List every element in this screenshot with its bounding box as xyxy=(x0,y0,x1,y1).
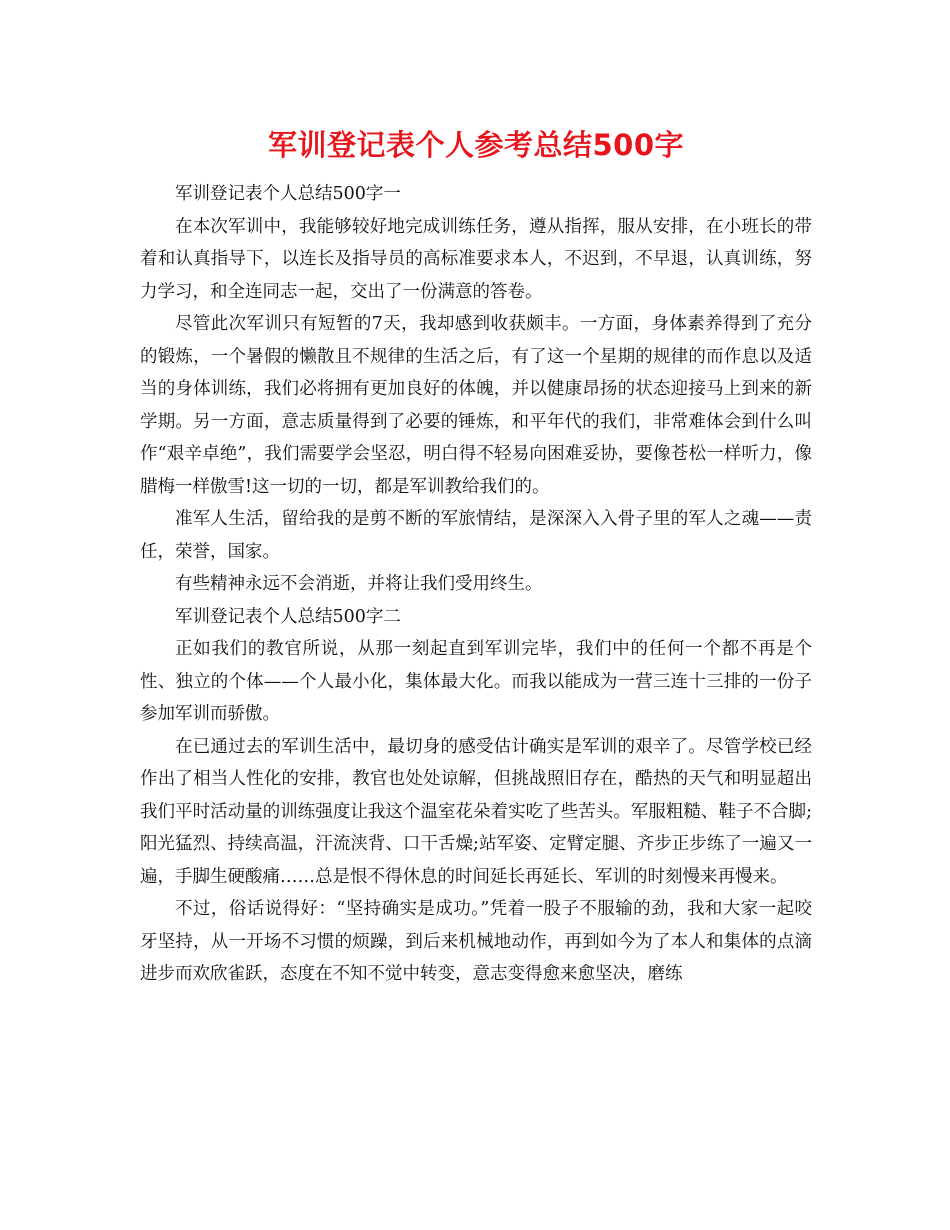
paragraph: 在本次军训中，我能够较好地完成训练任务，遵从指挥，服从安排，在小班长的带着和认真指导下，以连长及指导员的高标准要求本人，不迟到，不早退，认真训练，努力学习，和全连同志一起，交出了一份满意的答卷。 xyxy=(140,216,812,302)
paragraph: 正如我们的教官所说，从那一刻起直到军训完毕，我们中的任何一个都不再是个性、独立的个体——个人最小化，集体最大化。而我以能成为一营三连十三排的一份子参加军训而骄傲。 xyxy=(140,639,812,724)
paragraph: 不过，俗话说得好：“坚持确实是成功。”凭着一股子不服输的劲，我和大家一起咬牙坚持，从一开场不习惯的烦躁，到后来机械地动作，再到如今为了本人和集体的点滴进步而欢欣雀跃，态度在不知不觉中转变，意志变得愈来愈坚决，磨练 xyxy=(140,899,812,984)
paragraph: 准军人生活，留给我的是剪不断的军旅情结，是深深入入骨子里的军人之魂——责任，荣誉，国家。 xyxy=(140,509,812,562)
document-body xyxy=(140,118,812,991)
paragraph: 有些精神永远不会消逝，并将让我们受用终生。 xyxy=(175,574,543,594)
section-heading-2: 军训登记表个人总结500字二 xyxy=(175,606,401,627)
paragraph: 尽管此次军训只有短暂的7天，我却感到收获颇丰。一方面，身体素养得到了充分的锻炼，一个暑假的懒散且不规律的生活之后，有了这一个星期的规律的而作息以及适当的身体训练，我们必将拥有更加良好的体魄，并以健康昂扬的状态迎接马上到来的新学期。另一方面，意志质量得到了必要的锤炼，和平年代的我们，非常难体会到什么叫作“艰辛卓绝”，我们需要学会坚忍，明白得不轻易向困难妥协，要像苍松一样听力，像腊梅一样傲雪!这一切的一切，都是军训教给我们的。 xyxy=(140,314,812,497)
document-title: 军训登记表个人参考总结500字 xyxy=(267,128,685,162)
section-heading-1: 军训登记表个人总结500字一 xyxy=(175,184,401,204)
paragraph: 在已通过去的军训生活中，最切身的感受估计确实是军训的艰辛了。尽管学校已经作出了相当人性化的安排，教官也处处谅解，但挑战照旧存在，酷热的天气和明显超出我们平时活动量的训练强度让我这个温室花朵着实吃了些苦头。军服粗糙、鞋子不合脚;阳光猛烈、持续高温，汗流浃背、口干舌燥;站军姿、定臂定腿、齐步正步练了一遍又一遍，手脚生硬酸痛……总是恨不得休息的时间延长再延长、军训的时刻慢来再慢来。 xyxy=(140,736,812,887)
